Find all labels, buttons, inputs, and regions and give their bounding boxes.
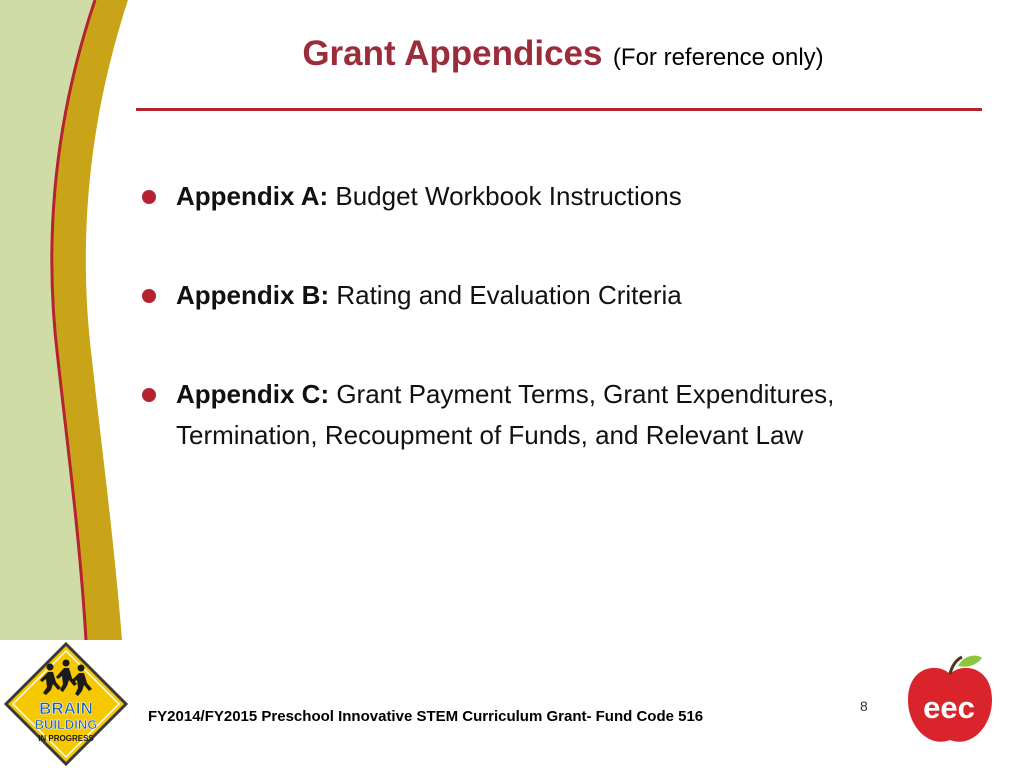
- logo-text-line1: BRAIN: [39, 699, 93, 718]
- brain-building-logo: [0, 640, 132, 768]
- bullet-list: [142, 176, 982, 456]
- bullet-dot-icon: [142, 388, 156, 402]
- side-wave-decoration: [0, 0, 140, 640]
- logo-text-eec: eec: [923, 690, 975, 725]
- bullet-text: Grant Payment Terms, Grant Expenditures, Termination, Recoupment of Funds, and Relevant Law: [176, 379, 835, 450]
- bullet-dot-icon: [142, 289, 156, 303]
- footer-text: FY2014/FY2015 Preschool Innovative STEM Curriculum Grant- Fund Code 516: [148, 708, 704, 725]
- bullet-label: Appendix A:: [176, 181, 329, 211]
- bullet-appendix-a: [142, 176, 982, 217]
- bullet-label: Appendix B:: [176, 280, 330, 310]
- bullet-text: Rating and Evaluation Criteria: [329, 280, 682, 310]
- logo-text-line3: IN PROGRESS: [38, 734, 94, 743]
- logo-text-line2: BUILDING: [34, 717, 98, 732]
- bullet-label: Appendix C:: [176, 379, 330, 409]
- title-main: Grant Appendices: [302, 34, 603, 73]
- page-number: 8: [860, 698, 868, 714]
- title-subtitle: (For reference only): [612, 44, 824, 71]
- bullet-appendix-c: [142, 374, 982, 456]
- bullet-dot-icon: [142, 190, 156, 204]
- bullet-text: Budget Workbook Instructions: [328, 181, 682, 211]
- bullet-appendix-b: [142, 275, 982, 316]
- slide-title: [140, 34, 986, 74]
- eec-logo: [900, 652, 1000, 752]
- title-divider: [136, 108, 982, 111]
